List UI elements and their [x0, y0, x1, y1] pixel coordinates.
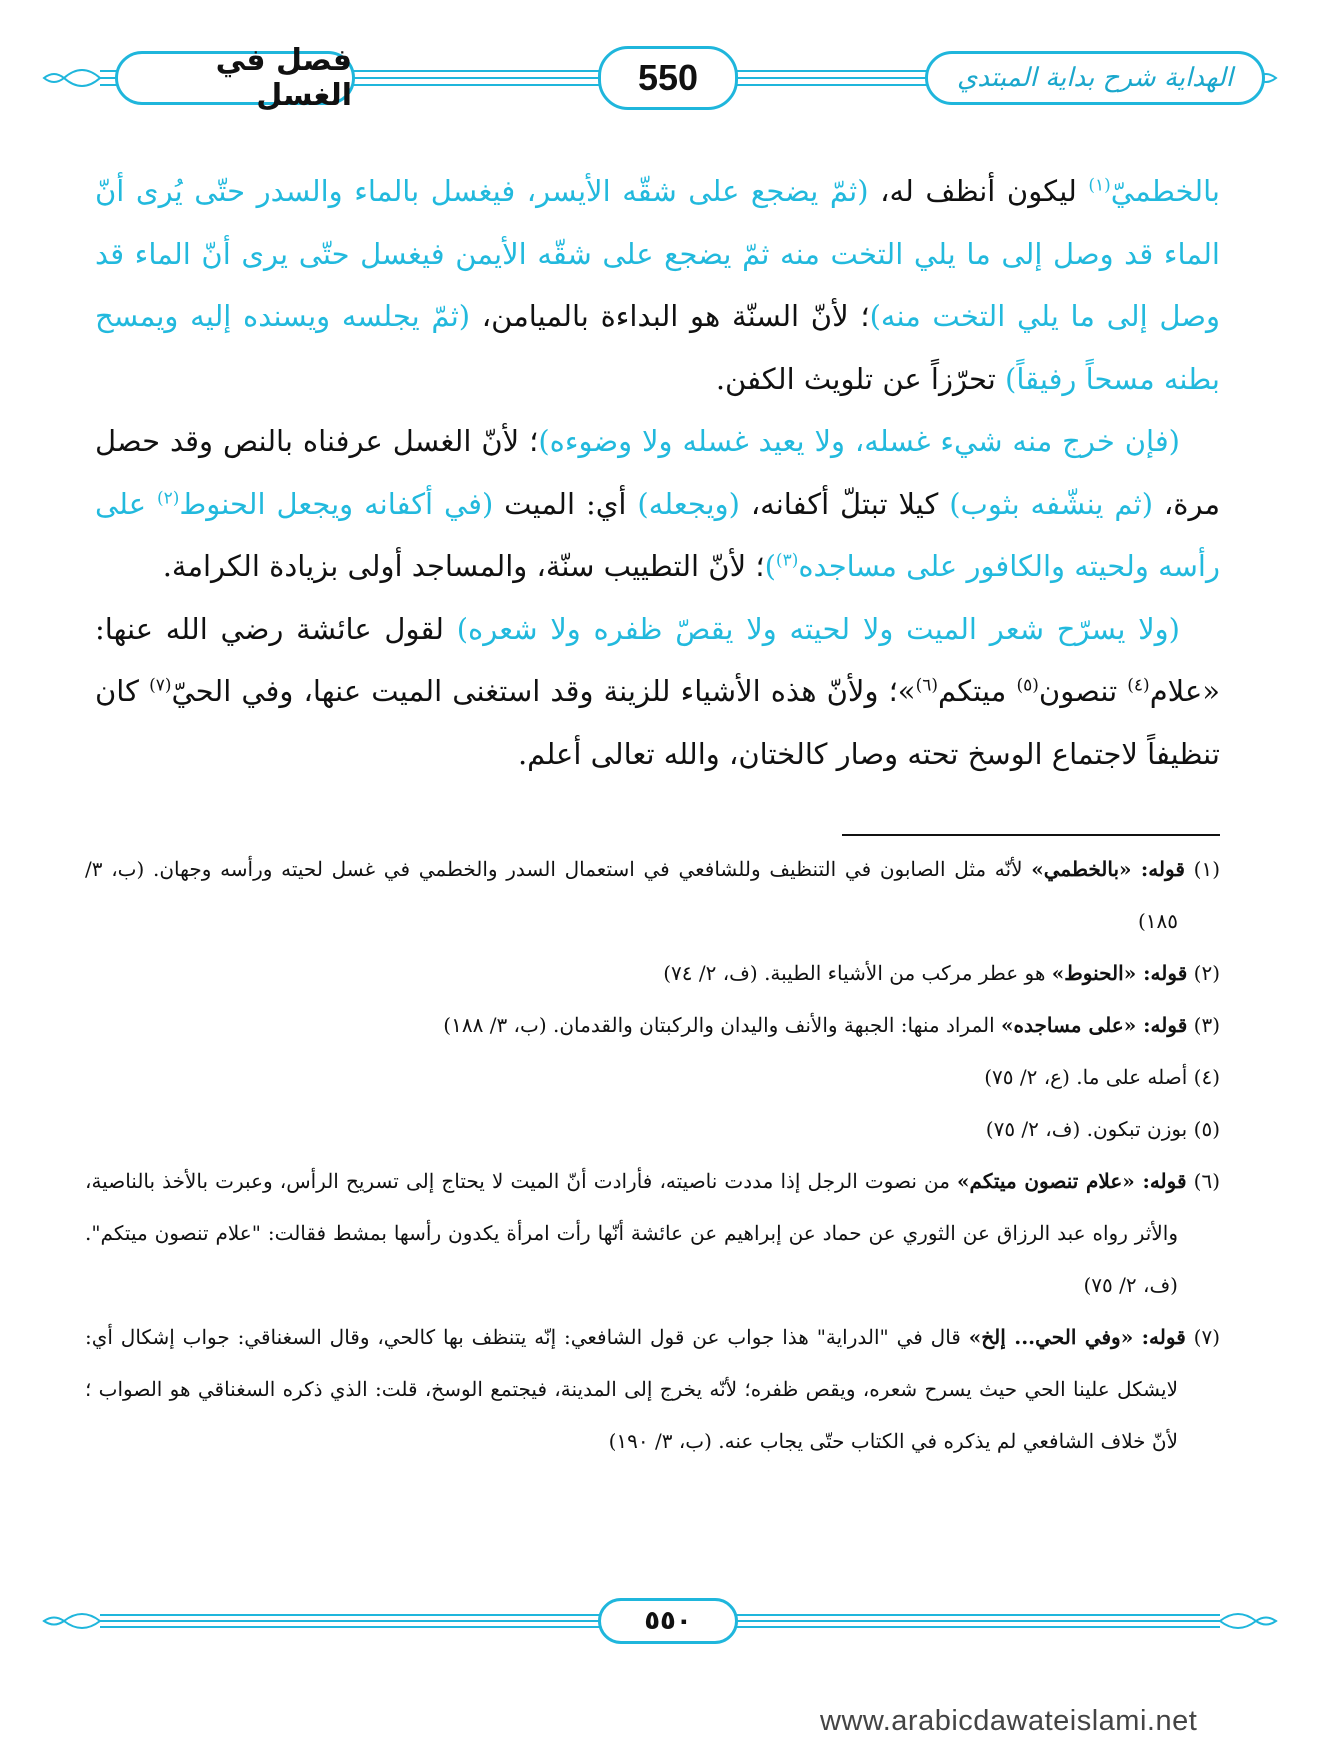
footnote-number: (١) [1193, 857, 1220, 881]
quote-span: (فإن خرج منه شيء غسله، ولا يعيد غسله ولا وضوءه) [538, 424, 1180, 458]
book-title: الهداية شرح بداية المبتدي [925, 51, 1265, 105]
section-title: فصل في الغسل [115, 51, 355, 105]
page-number: 550 [598, 46, 738, 110]
comment-span: ؛ لأنّ السنّة هو البداءة بالميامن، [470, 299, 870, 333]
footnote-text: بوزن تبكون. (ف، ٢/ ٧٥) [985, 1117, 1188, 1141]
comment-span: تحرّزاً عن تلويث الكفن. [715, 361, 1005, 396]
footnote-text: أصله على ما. (ع، ٢/ ٧٥) [984, 1065, 1188, 1089]
footnote-ref: (٦) [915, 675, 938, 696]
footer-page-number: ٥٥٠ [598, 1598, 738, 1644]
page-header [40, 44, 1280, 114]
footnote-ref: (٥) [1016, 675, 1039, 696]
footnote-3 [85, 999, 1220, 1051]
footnote-5 [85, 1103, 1220, 1155]
quote-span: (في أكفانه ويجعل الحنوط [179, 486, 494, 521]
comment-span: »؛ ولأنّ هذه الأشياء للزينة وقد استغنى الميت عنها، وفي الحيّ [171, 674, 916, 708]
footnote-number: (٤) [1193, 1065, 1220, 1089]
footnote-ref: (٤) [1127, 675, 1150, 696]
quote-span: (ولا يسرّح شعر الميت ولا لحيته ولا يقصّ ظفره ولا شعره) [456, 611, 1180, 646]
footnote-head: قوله: «على مساجده» [1001, 1013, 1188, 1037]
quote-span: بالخطميّ [1110, 174, 1220, 208]
quote-span: (ثمّ يضجع على شقّه الأيسر، فيغسل بالماء والسدر حتّى يُرى أنّ الماء قد وصل إلى ما يلي التخت منه ثمّ يضجع على شقّه الأيمن فيغسل حتّى يرى أنّ الماء قد وصل إلى ما يلي التخت منه) [95, 174, 1220, 333]
footnote-number: (٧) [1193, 1325, 1220, 1349]
comment-span: لقول عائشة رضي الله عنها: «علام [95, 611, 1220, 708]
page-footer [40, 1592, 1280, 1652]
main-text [95, 160, 1220, 785]
footnote-6 [85, 1155, 1220, 1311]
footnote-text: قال في "الدراية" هذا جواب عن قول الشافعي: إنّه يتنظف بها كالحي، وقال السغناقي: جواب إشكال أي: لايشكل علينا الحي حيث يسرح شعره، ويقص ظفره؛ لأنّه يخرج إلى المدينة، فيجتمع الوسخ، قلت: الذي ذكره السغناقي هو الصواب ؛ لأنّ خلاف الشافعي لم يذكره في الكتاب حتّى يجاب عنه. (ب، ٣/ ١٩٠) [85, 1325, 1178, 1453]
quote-span: ) [764, 549, 776, 583]
footnote-ref: (٣) [775, 550, 799, 571]
paragraph-1 [95, 160, 1220, 410]
footnote-number: (٣) [1193, 1013, 1220, 1037]
footnote-number: (٦) [1193, 1169, 1221, 1193]
quote-span: (ويجعله) [637, 486, 740, 521]
footnote-text: من نصوت الرجل إذا مددت ناصيته، فأرادت أنّ الميت لا يحتاج إلى تسريح الرأس، وعبرت بالأخذ بالناصية، والأثر رواه عبد الرزاق عن الثوري عن حماد عن إبراهيم عن عائشة أنّها رأت امرأة يكدون رأسها بمشط فقالت: "علام تنصون ميتكم". (ف، ٢/ ٧٥) [85, 1169, 1178, 1297]
footnote-1 [85, 843, 1220, 947]
footnote-number: (٢) [1193, 961, 1220, 985]
footnotes [85, 843, 1220, 1467]
footnote-head: قوله: «الحنوط» [1051, 961, 1188, 985]
comment-span: تنصون [1038, 674, 1128, 708]
footnote-number: (٥) [1193, 1117, 1220, 1141]
comment-span: كان تنظيفاً لاجتماع الوسخ تحته وصار كالختان، والله تعالى أعلم. [95, 674, 1220, 771]
quote-span: على رأسه ولحيته والكافور على مساجده [95, 486, 1220, 583]
footnote-7 [85, 1311, 1220, 1467]
footnote-text: المراد منها: الجبهة والأنف واليدان والركبتان والقدمان. (ب، ٣/ ١٨٨) [443, 1013, 1002, 1037]
footnote-divider [842, 834, 1220, 836]
footnote-ref: (٢) [156, 487, 180, 508]
paragraph-3 [95, 598, 1220, 786]
comment-span: ؛ لأنّ التطييب سنّة، والمساجد أولى بزيادة الكرامة. [162, 549, 765, 583]
quote-span: (ثم ينشّفه بثوب) [949, 486, 1154, 521]
comment-span: ؛ لأنّ الغسل عرفناه بالنص وقد حصل مرة، [95, 424, 1221, 521]
footnote-head: قوله: «وفي الحي... إلخ» [968, 1325, 1186, 1349]
footnote-text: لأنّه مثل الصابون في التنظيف وللشافعي في استعمال السدر والخطمي في غسل لحيته ورأسه وجهان. (ب، ٣/ ١٨٥) [85, 857, 1178, 933]
comment-span: ميتكم [937, 674, 1017, 708]
comment-span: كيلا تبتلّ أكفانه، [739, 486, 950, 521]
quote-span: (ثمّ يجلسه ويسنده إليه ويمسح بطنه مسحاً رفيقاً) [95, 299, 1220, 396]
paragraph-2 [95, 410, 1220, 598]
footnote-4 [85, 1051, 1220, 1103]
footnote-head: قوله: «بالخطمي» [1031, 857, 1185, 881]
website-url[interactable]: www.arabicdawateislami.net [820, 1705, 1198, 1737]
footnote-ref: (٧) [149, 675, 172, 696]
footnote-2 [85, 947, 1220, 999]
footnote-text: هو عطر مركب من الأشياء الطيبة. (ف، ٢/ ٧٤) [663, 961, 1052, 985]
footnote-ref: (١) [1088, 175, 1111, 196]
comment-span: أي: الميت [493, 486, 638, 521]
footnote-head: قوله: «علام تنصون ميتكم» [957, 1169, 1187, 1193]
comment-span: ليكون أنظف له، [868, 174, 1089, 208]
